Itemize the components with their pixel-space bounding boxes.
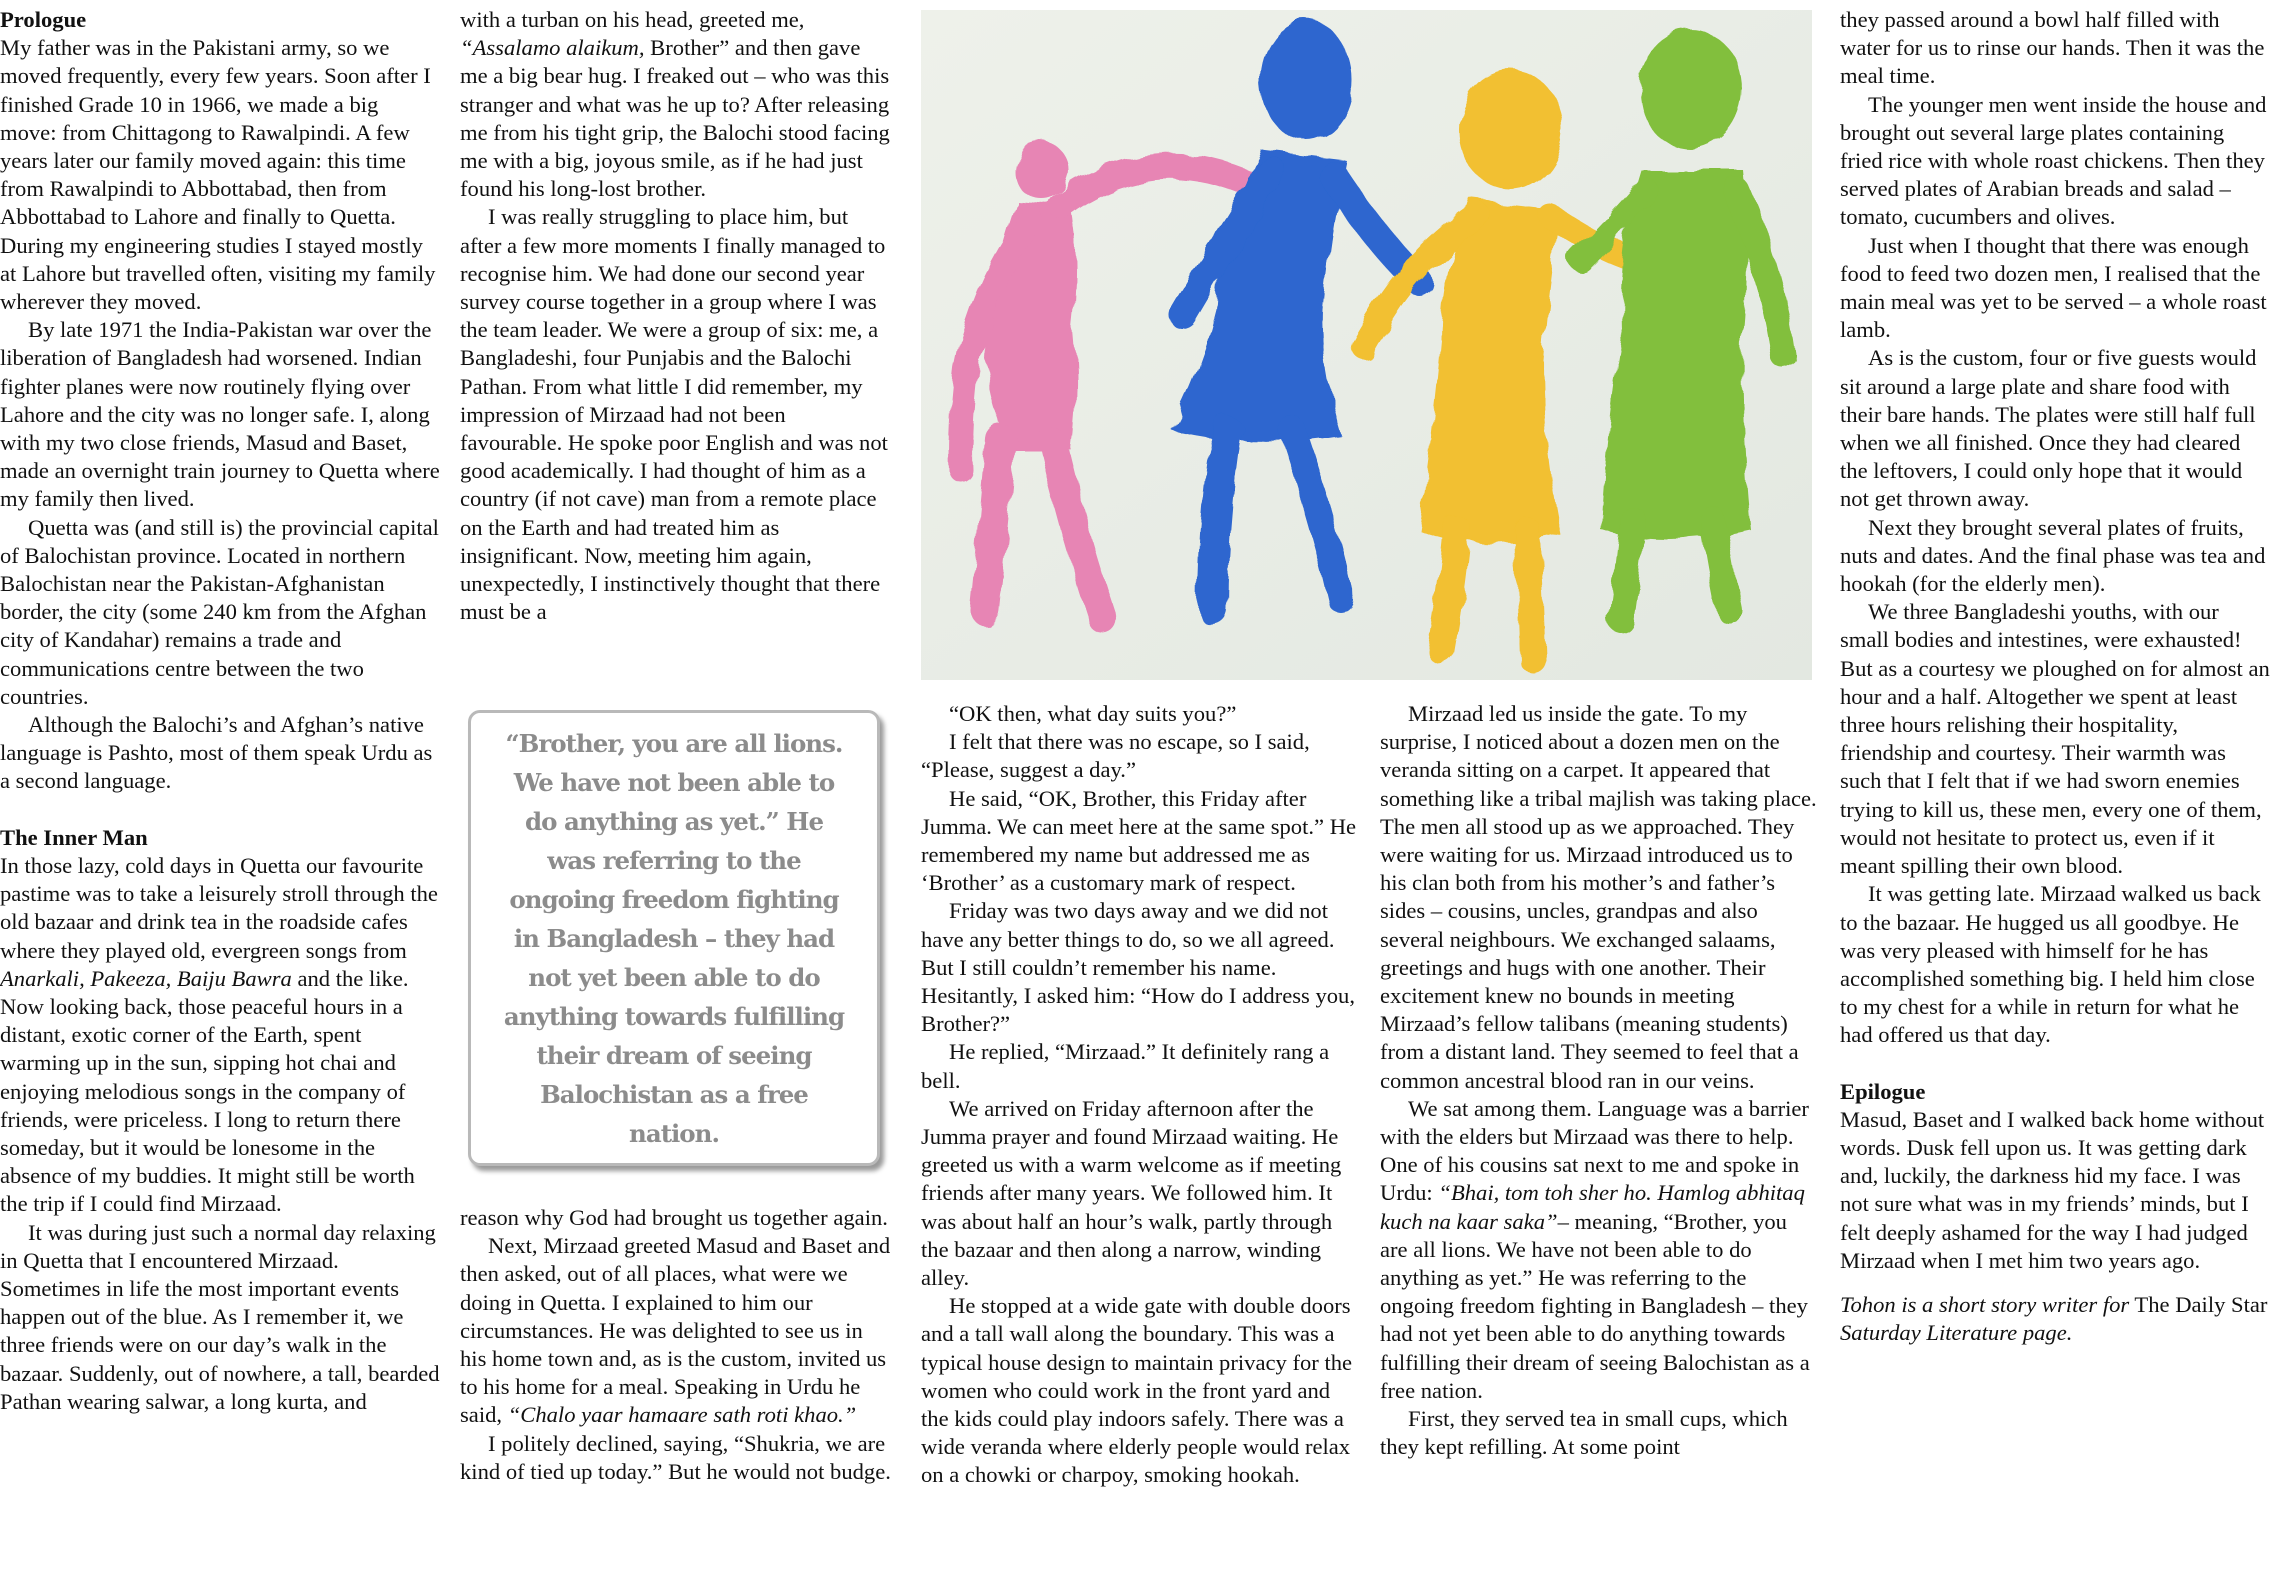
pull-quote-text: “Brother, you are all lions. We have not been able to do anything as yet.” He was referring to the ongoing freedom fighting in Bangladesh – they had not yet been able to do anything towards fulfilling their dream of seeing Balochistan as a free nation. [503,728,845,1148]
paragraph: with a turban on his head, greeted me, “Assalamo alaikum, Brother” and then gave me a big bear hug. I freaked out – who was this stranger and what was he up to? After releasing me from his tight grip, the Balochi stood facing me with a big, joyous smile, as if he had just found his long-lost brother. [460,7,890,202]
paragraph: In those lazy, cold days in Quetta our favourite pastime was to take a leisurely stroll through the old bazaar and drink tea in the roadside cafes where they played old, evergreen songs from Anarkali, Pakeeza, Baiju Bawra and the like. Now looking back, those peaceful hours in a distant, exotic corner of the Earth, spent warming up in the sun, sipping hot chai and enjoying melodious songs in the company of friends, were priceless. I long to return there someday, but it would be lonesome in the absence of my buddies. It might still be worth the trip if I could find Mirzaad. [0,852,438,1217]
film-titles: Anarkali, Pakeeza, Baiju Bawra [0,965,292,991]
author-credit: Tohon is a short story writer for The Daily Star Saturday Literature page. [1840,1291,2268,1346]
paragraph: He stopped at a wide gate with double doors and a tall wall along the boundary. This was a typical house design to maintain privacy for the women who could work in the front yard and the kids could play indoors safely. There was a wide veranda where elderly people would relax on a chowki or charpoy, smoking hookah. [921,1293,1353,1488]
paragraph: they passed around a bowl half filled with water for us to rinse our hands. Then it was the meal time. [1840,7,2265,89]
paragraph: Next they brought several plates of fruits, nuts and dates. And the final phase was tea and hookah (for the elderly men). [1840,514,2266,597]
paragraph: I politely declined, saying, “Shukria, we are kind of tied up today.” But he would not budge. [460,1430,891,1484]
paragraph: The younger men went inside the house and brought out several large plates containing fried rice with whole roast chickens. Then they served plates of Arabian breads and salad – tomato, cucumbers and olives. [1840,91,2267,230]
paragraph: Mirzaad led us inside the gate. To my surprise, I noticed about a dozen men on the veranda sitting on a carpet. It appeared that something like a tribal majlish was taking place. The men all stood up as we approached. They were waiting for us. Mirzaad introduced us to his clan both from his mother’s and father’s sides – cousins, uncles, grandpas and also several neighbours. We exchanged salaams, greetings and hugs with one another. Their excitement knew no bounds in meeting Mirzaad’s fellow talibans (meaning students) from a distant land. They seemed to feel that a common ancestral blood ran in our veins. [1380,701,1817,1093]
paragraph: He replied, “Mirzaad.” It definitely rang a bell. [921,1039,1330,1093]
paragraph: Just when I thought that there was enough food to feed two dozen men, I realised that the main meal was yet to be served – a whole roast lamb. [1840,232,2267,343]
column-5 [1840,6,2271,1347]
prologue-heading: Prologue [0,7,87,32]
column-4 [1380,700,1820,1461]
paragraph: As is the custom, four or five guests would sit around a large plate and share food with their bare hands. The plates were still half full when we all finished. Once they had cleared the leftovers, I could only hope that it would not get thrown away. [1840,345,2257,512]
inner-man-heading: The Inner Man [0,824,148,850]
paragraph: My father was in the Pakistani army, so we moved frequently, every few years. Soon after I finished Grade 10 in 1966, we made a big move: from Chittagong to Rawalpindi. A few years later our family moved again: this time from Rawalpindi to Abbottabad, then from Abbottabad to Lahore and finally to Quetta. During my engineering studies I stayed mostly at Lahore but travelled often, visiting my family wherever they moved. [0,35,436,315]
urdu-invitation: “Chalo yaar hamaare sath roti khao.” [507,1402,857,1428]
paragraph: It was during just such a normal day relaxing in Quetta that I encountered Mirzaad. Sometimes in life the most important events happen out of the blue. As I remember it, we three friends were on our day’s walk in the bazaar. Suddenly, out of nowhere, a tall, bearded Pathan wearing salwar, a long kurta, and [0,1219,440,1414]
paragraph: Although the Balochi’s and Afghan’s native language is Pashto, most of them speak Urdu as a second language. [0,712,433,794]
painting-four-figures-icon [921,10,1812,680]
paragraph: We sat among them. Language was a barrier with the elders but Mirzaad was there to help. One of his cousins sat next to me and spoke in Urdu: “Bhai, tom toh sher ho. Hamlog abhitaq kuch na kaar saka”– meaning, “Brother, you are all lions. We have not been able to do anything as yet.” He was referring to the ongoing freedom fighting in Bangladesh – they had not yet been able to do anything towards fulfilling their dream of seeing Balochistan as a free nation. [1380,1095,1810,1403]
paragraph: Masud, Baset and I walked back home without words. Dusk fell upon us. It was getting dark and, luckily, the darkness hid my face. I was not sure what was in my friends’ minds, but I felt deeply ashamed for the way I had judged Mirzaad when I met him two years ago. [1840,1106,2265,1273]
paragraph: By late 1971 the India-Pakistan war over the liberation of Bangladesh had worsened. Indian fighter planes were now routinely flying over Lahore and the city was no longer safe. I, along with my two close friends, Masud and Baset, made an overnight train journey to Quetta where my family then lived. [0,317,440,512]
paragraph: First, they served tea in small cups, which they kept refilling. At some point [1380,1406,1788,1460]
column-2-bottom [460,1204,892,1486]
paragraph: It was getting late. Mirzaad walked us back to the bazaar. He hugged us all goodbye. He was very pleased with himself for he has accomplished something big. I held him close to my chest for a while in return for what he had offered us that day. [1840,881,2261,1048]
column-1 [0,6,440,1416]
epilogue-heading: Epilogue [1840,1078,1926,1104]
paragraph: I felt that there was no escape, so I said, “Please, suggest a day.” [921,729,1310,783]
paragraph: Friday was two days away and we did not have any better things to do, so we all agreed. But I still couldn’t remember his name. Hesitantly, I asked him: “How do I address you, Brother?” [921,898,1356,1037]
pull-quote-box [468,710,880,1166]
paragraph: He said, “OK, Brother, this Friday after Jumma. We can meet here at the same spot.” He remembered my name but addressed me as ‘Brother’ as a customary mark of respect. [921,785,1357,896]
urdu-quote: “Bhai, tom toh sher ho. Hamlog abhitaq kuch na kaar saka” [1380,1180,1805,1234]
paragraph: reason why God had brought us together again. [460,1205,888,1230]
paragraph: We arrived on Friday afternoon after the Jumma prayer and found Mirzaad waiting. He greeted us with a warm welcome as if meeting friends after many years. We followed him. It was about half an hour’s walk, partly through the bazaar and then along a narrow, winding alley. [921,1095,1342,1291]
paragraph: Quetta was (and still is) the provincial capital of Balochistan province. Located in northern Balochistan near the Pakistan-Afghanistan border, the city (some 240 km from the Afghan city of Kandahar) remains a trade and communications centre between the two countries. [0,514,439,709]
greeting-urdu: “Assalamo alaikum, [460,35,645,61]
column-3 [921,700,1361,1490]
paragraph: Next, Mirzaad greeted Masud and Baset and then asked, out of all places, what were we doing in Quetta. I explained to him our circumstances. He was delighted to see us in his home town and, as is the custom, invited us to his home for a meal. Speaking in Urdu he said, “Chalo yaar hamaare sath roti khao.” [460,1233,891,1428]
paragraph: “OK then, what day suits you?” [949,701,1237,726]
paragraph: We three Bangladeshi youths, with our small bodies and intestines, were exhausted! But as a courtesy we ploughed on for almost an hour and a half. Altogether we spent at least three hours relishing their hospitality, friendship and courtesy. Their warmth was such that I felt that if we had sworn enemies trying to kill us, these men, every one of them, would not hesitate to protect us, even if it meant spilling their own blood. [1840,599,2270,879]
paragraph: I was really struggling to place him, but after a few more moments I finally managed to recognise him. We had done our second year survey course together in a group where I was the team leader. We were a group of six: me, a Bangladeshi, four Punjabis and the Balochi Pathan. From what little I did remember, my impression of Mirzaad had not been favourable. He spoke poor English and was not good academically. I had thought of him as a country (if not cave) man from a remote place on the Earth and had treated him as insignificant. Now, meeting him again, unexpectedly, I instinctively thought that there must be a [460,204,888,625]
column-2-top [460,6,892,626]
